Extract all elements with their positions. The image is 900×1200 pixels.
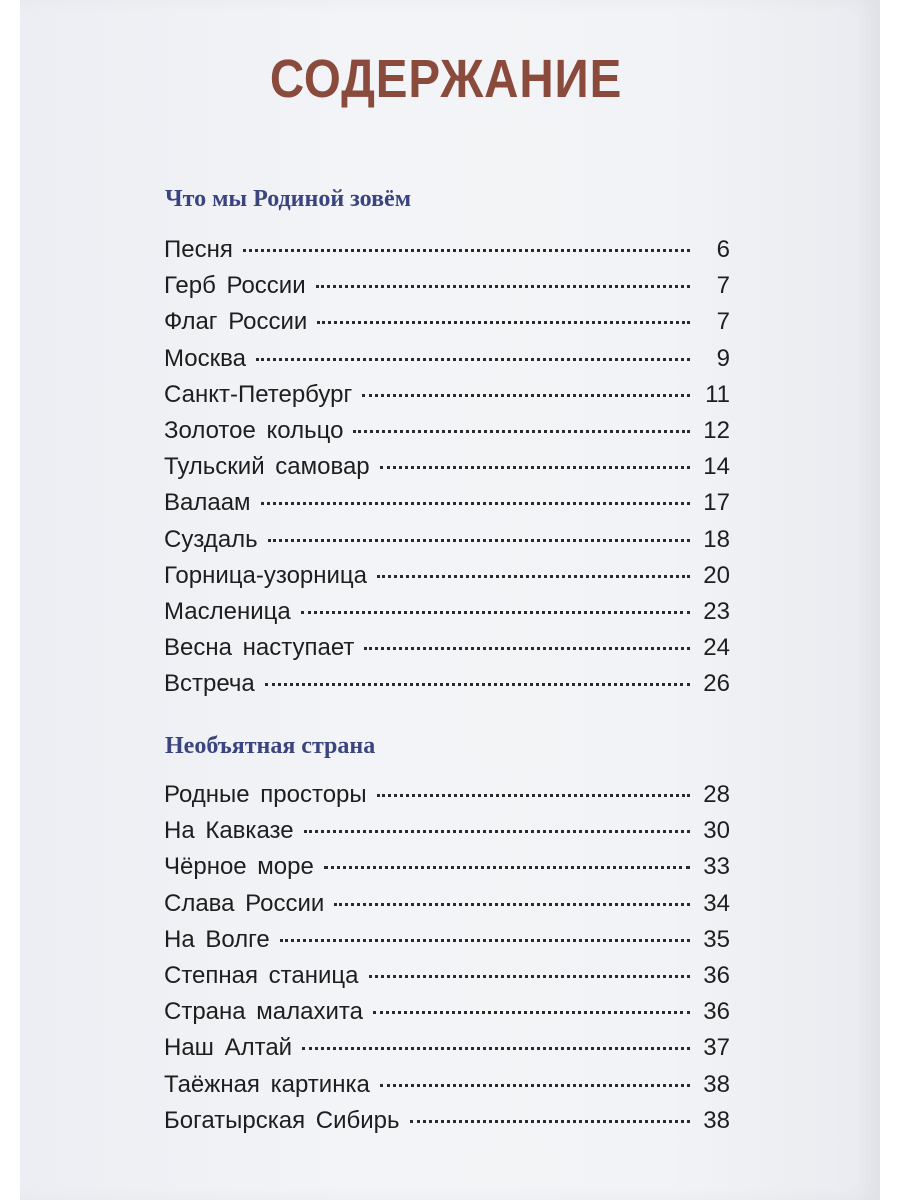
dot-leader <box>380 466 690 469</box>
toc-entry-title: Золотое кольцо <box>164 416 344 444</box>
toc-entry-page-number: 23 <box>703 597 730 625</box>
dot-leader <box>243 249 690 252</box>
toc-entry-page-number: 18 <box>703 525 730 553</box>
dot-leader <box>377 794 690 797</box>
toc-entry <box>164 1103 730 1139</box>
dot-leader <box>317 321 690 324</box>
toc-entry-title: Встреча <box>164 670 255 698</box>
dot-leader <box>369 975 691 978</box>
toc-entry-page-number: 11 <box>705 380 730 408</box>
toc-entry-page-number: 17 <box>703 489 730 517</box>
toc-entry-title: Масленица <box>164 597 291 625</box>
toc-entry-title: Таёжная картинка <box>164 1070 370 1098</box>
toc-entry <box>164 922 730 958</box>
dot-leader <box>265 683 690 686</box>
dot-leader <box>364 647 690 650</box>
toc-entry-page-number: 14 <box>703 453 730 481</box>
book-page <box>20 0 880 1200</box>
dot-leader <box>261 502 690 505</box>
toc-entry-title: Горница-узорница <box>164 561 368 589</box>
toc-entry <box>164 304 730 340</box>
toc-entry-title: На Кавказе <box>164 817 294 845</box>
dot-leader <box>280 939 690 942</box>
toc-entry-page-number: 24 <box>703 634 730 662</box>
toc-entry-page-number: 7 <box>716 308 730 336</box>
toc-entry-page-number: 38 <box>703 1070 730 1098</box>
section-heading: Что мы Родиной зовём <box>165 186 412 212</box>
toc-entry-title: Валаам <box>164 489 251 517</box>
dot-leader <box>324 866 690 869</box>
toc-entry-page-number: 36 <box>703 961 730 989</box>
toc-entry <box>164 666 730 702</box>
toc-entry-page-number: 36 <box>703 998 730 1026</box>
toc-list <box>164 232 730 702</box>
toc-entry <box>164 886 730 922</box>
toc-entry-title: Степная станица <box>164 961 359 989</box>
toc-entry-title: Песня <box>164 236 233 263</box>
toc-entry-page-number: 9 <box>716 344 730 372</box>
dot-leader <box>334 903 690 906</box>
dot-leader <box>410 1120 690 1123</box>
toc-entry-page-number: 34 <box>703 889 730 917</box>
toc-entry-title: Санкт-Петербург <box>164 380 353 408</box>
toc-entry <box>164 377 730 413</box>
dot-leader <box>316 285 690 288</box>
toc-entry-title: Страна малахита <box>164 998 363 1026</box>
toc-entry-page-number: 38 <box>703 1106 730 1134</box>
toc-entry <box>164 268 730 304</box>
toc-entry-page-number: 35 <box>703 925 730 953</box>
toc-entry <box>164 413 730 449</box>
toc-entry-page-number: 33 <box>703 853 730 881</box>
dot-leader <box>353 430 690 433</box>
section-heading: Необъятная страна <box>165 733 376 759</box>
toc-entry-title: Герб России <box>164 272 306 300</box>
toc-entry <box>164 813 730 849</box>
toc-entry-page-number: 12 <box>703 416 730 444</box>
toc-entry <box>164 630 730 666</box>
toc-list <box>164 777 730 1139</box>
toc-entry-title: Тульский самовар <box>164 453 370 481</box>
toc-entry-page-number: 30 <box>703 817 730 845</box>
toc-entry-page-number: 6 <box>716 236 730 263</box>
toc-entry <box>164 1067 730 1103</box>
dot-leader <box>256 358 690 361</box>
toc-entry-page-number: 20 <box>703 561 730 589</box>
toc-entry-title: Весна наступает <box>164 634 355 662</box>
toc-entry <box>164 232 730 268</box>
toc-entry-page-number: 37 <box>703 1034 730 1062</box>
dot-leader <box>373 1011 690 1014</box>
toc-entry <box>164 849 730 885</box>
dot-leader <box>268 539 690 542</box>
toc-entry <box>164 594 730 630</box>
toc-entry-title: Родные просторы <box>164 781 367 808</box>
toc-entry <box>164 1030 730 1066</box>
toc-entry-title: Слава России <box>164 889 325 917</box>
toc-entry-title: На Волге <box>164 925 270 953</box>
toc-entry-title: Суздаль <box>164 525 258 553</box>
toc-entry-title: Богатырская Сибирь <box>164 1106 400 1134</box>
toc-entry-title: Москва <box>164 344 246 372</box>
dot-leader <box>362 394 690 397</box>
toc-entry-page-number: 26 <box>703 670 730 698</box>
dot-leader <box>304 830 690 833</box>
toc-entry <box>164 485 730 521</box>
toc-entry <box>164 958 730 994</box>
dot-leader <box>380 1084 690 1087</box>
toc-entry <box>164 558 730 594</box>
toc-entry-page-number: 28 <box>703 781 730 808</box>
toc-entry <box>164 777 730 813</box>
dot-leader <box>377 575 690 578</box>
toc-entry-title: Флаг России <box>164 308 308 336</box>
toc-entry <box>164 341 730 377</box>
toc-entry-title: Чёрное море <box>164 853 314 881</box>
toc-entry <box>164 449 730 485</box>
dot-leader <box>302 1047 690 1050</box>
toc-entry <box>164 522 730 558</box>
toc-entry <box>164 994 730 1030</box>
toc-entry-title: Наш Алтай <box>164 1034 293 1062</box>
page-title: СОДЕРЖАНИЕ <box>269 49 623 109</box>
toc-entry-page-number: 7 <box>716 272 730 300</box>
dot-leader <box>301 611 690 614</box>
